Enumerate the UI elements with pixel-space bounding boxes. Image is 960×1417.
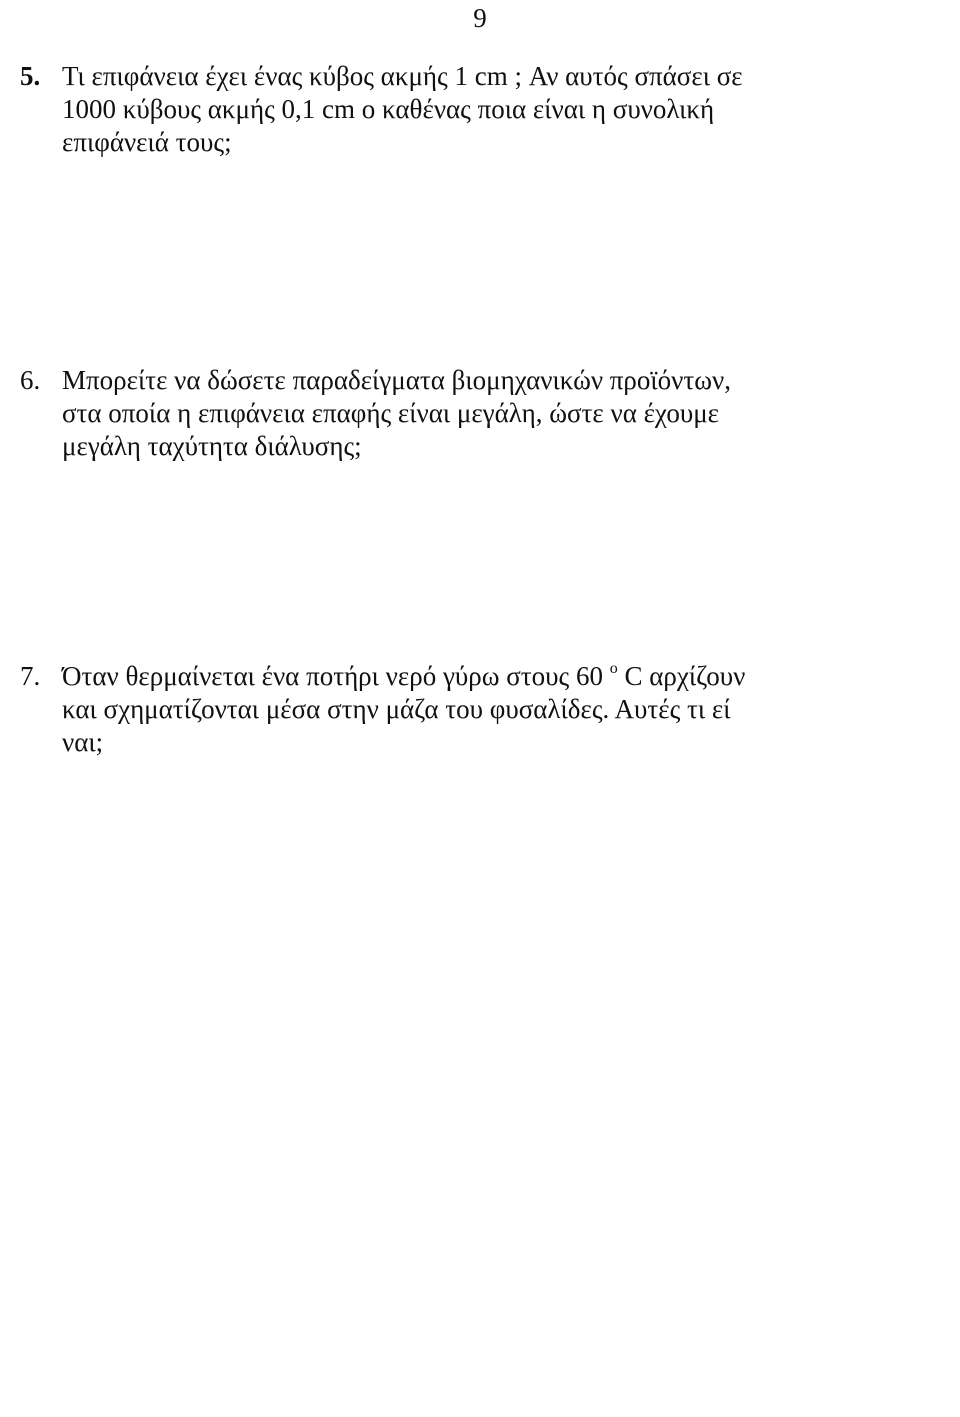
question-text — [62, 364, 920, 397]
question-line: επιφάνειά τους; — [62, 127, 232, 157]
question-line-part: C αρχίζουν — [617, 661, 746, 691]
question-number: 5. — [20, 61, 41, 91]
question-line: Μπορείτε να δώσετε παραδείγματα βιομηχανικών προϊόντων, — [62, 365, 731, 395]
question-text — [62, 660, 920, 693]
question-text — [62, 60, 920, 93]
question-5 — [20, 60, 920, 159]
question-line: μεγάλη ταχύτητα διάλυσης; — [62, 431, 362, 461]
question-line: Τι επιφάνεια έχει ένας κύβος ακμής 1 cm ; Αν αυτός σπάσει σε — [62, 61, 743, 91]
question-6 — [20, 364, 920, 463]
question-number: 6. — [20, 365, 41, 395]
question-line: ναι; — [62, 727, 104, 757]
question-line: στα οποία η επιφάνεια επαφής είναι μεγάλη, ώστε να έχουμε — [62, 398, 720, 428]
question-line — [62, 660, 920, 693]
degree-symbol: ο — [609, 660, 618, 677]
question-number: 7. — [20, 661, 41, 691]
question-line: 1000 κύβους ακμής 0,1 cm ο καθένας ποια είναι η συνολική — [62, 94, 715, 124]
question-7 — [20, 660, 920, 759]
question-line: και σχηματίζονται μέσα στην μάζα του φυσαλίδες. Αυτές τι εί — [62, 694, 731, 724]
page-number: 9 — [473, 3, 487, 33]
question-line-part: Όταν θερμαίνεται ένα ποτήρι νερό γύρω στους 60 — [62, 661, 610, 691]
